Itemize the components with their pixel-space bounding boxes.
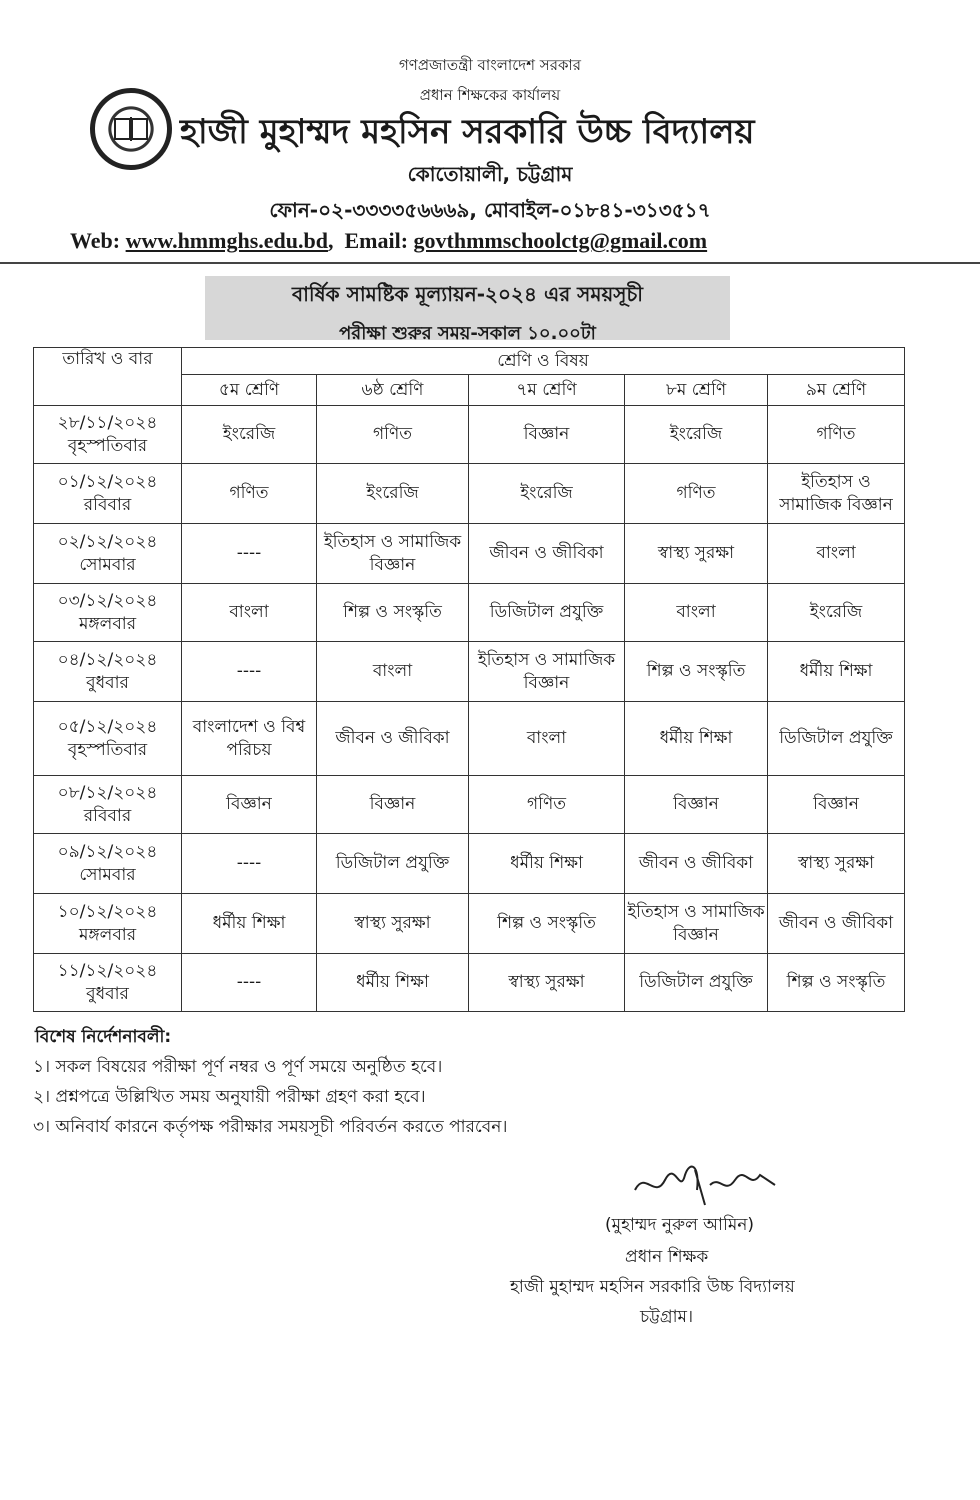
date-day-cell bbox=[34, 702, 182, 776]
schedule-row bbox=[34, 406, 905, 464]
subject-cell: ইতিহাস ও সামাজিক বিজ্ঞান bbox=[469, 642, 625, 702]
subject-cell: শিল্প ও সংস্কৃতি bbox=[768, 954, 905, 1012]
exam-schedule-table bbox=[33, 347, 905, 1012]
class-header: ৬ষ্ঠ শ্রেণি bbox=[317, 375, 469, 406]
class-subject-header: শ্রেণি ও বিষয় bbox=[182, 348, 905, 375]
date-day-cell bbox=[34, 776, 182, 834]
subject-cell: বিজ্ঞান bbox=[625, 776, 768, 834]
exam-day: বুধবার bbox=[86, 672, 129, 693]
signatory-school: হাজী মুহাম্মদ মহসিন সরকারি উচ্চ বিদ্যালয় bbox=[510, 1277, 795, 1297]
exam-date: ০১/১২/২০২৪ bbox=[57, 471, 158, 492]
schedule-title: বার্ষিক সামষ্টিক মূল্যায়ন-২০২৪ এর সময়সূচী bbox=[291, 282, 643, 306]
subject-cell: ইতিহাস ও সামাজিক বিজ্ঞান bbox=[317, 524, 469, 584]
signatory-designation: প্রধান শিক্ষক bbox=[625, 1247, 709, 1267]
subject-cell: ডিজিটাল প্রযুক্তি bbox=[469, 584, 625, 642]
subject-cell: বাংলা bbox=[182, 584, 317, 642]
exam-day: বুধবার bbox=[86, 983, 129, 1004]
exam-date: ০৫/১২/২০২৪ bbox=[57, 716, 158, 737]
exam-date: ০৮/১২/২০২৪ bbox=[57, 782, 158, 803]
signatory-name: (মুহাম্মদ নুরুল আমিন) bbox=[605, 1215, 755, 1235]
subject-cell: ইতিহাস ও সামাজিক বিজ্ঞান bbox=[625, 894, 768, 954]
subject-cell: ---- bbox=[182, 524, 317, 584]
subject-cell: ডিজিটাল প্রযুক্তি bbox=[625, 954, 768, 1012]
subject-cell: বাংলাদেশ ও বিশ্ব পরিচয় bbox=[182, 702, 317, 776]
subject-cell: বিজ্ঞান bbox=[182, 776, 317, 834]
schedule-row bbox=[34, 524, 905, 584]
header-divider bbox=[0, 262, 980, 264]
subject-cell: বিজ্ঞান bbox=[469, 406, 625, 464]
subject-cell: ধর্মীয় শিক্ষা bbox=[768, 642, 905, 702]
subject-cell: ডিজিটাল প্রযুক্তি bbox=[317, 834, 469, 894]
exam-day: মঙ্গলবার bbox=[78, 613, 137, 634]
subject-cell: গণিত bbox=[469, 776, 625, 834]
schedule-row bbox=[34, 894, 905, 954]
exam-day: রবিবার bbox=[83, 805, 132, 826]
subject-cell: বাংলা bbox=[768, 524, 905, 584]
exam-date: ০৩/১২/২০২৪ bbox=[57, 590, 158, 611]
subject-cell: গণিত bbox=[182, 464, 317, 524]
subject-cell: জীবন ও জীবিকা bbox=[768, 894, 905, 954]
class-header: ৫ম শ্রেণি bbox=[182, 375, 317, 406]
exam-date: ১০/১২/২০২৪ bbox=[57, 901, 158, 922]
subject-cell: জীবন ও জীবিকা bbox=[625, 834, 768, 894]
date-day-cell bbox=[34, 642, 182, 702]
book-icon bbox=[111, 109, 151, 149]
exam-date: ০২/১২/২০২৪ bbox=[57, 531, 158, 552]
subject-cell: ইংরেজি bbox=[469, 464, 625, 524]
subject-cell: গণিত bbox=[625, 464, 768, 524]
exam-date: ০৯/১২/২০২৪ bbox=[57, 841, 158, 862]
exam-day: বৃহস্পতিবার bbox=[67, 435, 148, 456]
exam-day: মঙ্গলবার bbox=[78, 924, 137, 945]
subject-cell: গণিত bbox=[317, 406, 469, 464]
date-day-cell bbox=[34, 464, 182, 524]
schedule-row bbox=[34, 584, 905, 642]
subject-cell: ধর্মীয় শিক্ষা bbox=[317, 954, 469, 1012]
subject-cell: ইংরেজি bbox=[768, 584, 905, 642]
title-box bbox=[205, 276, 730, 344]
subject-cell: জীবন ও জীবিকা bbox=[469, 524, 625, 584]
schedule-row bbox=[34, 702, 905, 776]
subject-cell: ধর্মীয় শিক্ষা bbox=[469, 834, 625, 894]
class-header: ৯ম শ্রেণি bbox=[768, 375, 905, 406]
government-line: গণপ্রজাতন্ত্রী বাংলাদেশ সরকার bbox=[398, 56, 582, 74]
date-day-header: তারিখ ও বার bbox=[34, 348, 182, 406]
handwritten-signature bbox=[625, 1150, 785, 1218]
subject-cell: বাংলা bbox=[625, 584, 768, 642]
subject-cell: স্বাস্থ্য সুরক্ষা bbox=[317, 894, 469, 954]
email-label: Email: bbox=[344, 228, 409, 253]
subject-cell: গণিত bbox=[768, 406, 905, 464]
exam-day: সোমবার bbox=[79, 864, 136, 885]
exam-day: রবিবার bbox=[83, 494, 132, 515]
subject-cell: বিজ্ঞান bbox=[317, 776, 469, 834]
address: কোতোয়ালী, চট্টগ্রাম bbox=[407, 162, 573, 186]
subject-cell: ---- bbox=[182, 642, 317, 702]
class-header: ৭ম শ্রেণি bbox=[469, 375, 625, 406]
exam-date: ১১/১২/২০২৪ bbox=[57, 960, 158, 981]
class-header: ৮ম শ্রেণি bbox=[625, 375, 768, 406]
exam-start-time: পরীক্ষা শুরুর সময়-সকাল ১০.০০টা bbox=[339, 323, 596, 344]
date-day-cell bbox=[34, 954, 182, 1012]
subject-cell: শিল্প ও সংস্কৃতি bbox=[469, 894, 625, 954]
subject-cell: ইংরেজি bbox=[182, 406, 317, 464]
subject-cell: ইংরেজি bbox=[625, 406, 768, 464]
school-name: হাজী মুহাম্মদ মহসিন সরকারি উচ্চ বিদ্যালয় bbox=[180, 112, 755, 152]
office-line: প্রধান শিক্ষকের কার্যালয় bbox=[419, 86, 561, 104]
signatory-city: চট্টগ্রাম। bbox=[640, 1307, 694, 1327]
subject-cell: ইতিহাস ও সামাজিক বিজ্ঞান bbox=[768, 464, 905, 524]
subject-cell: শিল্প ও সংস্কৃতি bbox=[625, 642, 768, 702]
subject-cell: বাংলা bbox=[317, 642, 469, 702]
date-day-cell bbox=[34, 834, 182, 894]
subject-cell: ডিজিটাল প্রযুক্তি bbox=[768, 702, 905, 776]
schedule-row bbox=[34, 776, 905, 834]
subject-cell: ইংরেজি bbox=[317, 464, 469, 524]
schedule-row bbox=[34, 954, 905, 1012]
instruction-item: ১। সকল বিষয়ের পরীক্ষা পূর্ণ নম্বর ও পূর্ণ সময়ে অনুষ্ঠিত হবে। bbox=[33, 1057, 443, 1077]
exam-day: সোমবার bbox=[79, 554, 136, 575]
date-day-cell bbox=[34, 524, 182, 584]
special-instructions-title: বিশেষ নির্দেশনাবলী: bbox=[35, 1027, 172, 1047]
web-email-line: Web: www.hmmghs.edu.bd, Email: govthmmschoolctg@gmail.com bbox=[70, 228, 708, 253]
phone-line: ফোন-০২-৩৩৩৩৫৬৬৬৯, মোবাইল-০১৮৪১-৩১৩৫১৭ bbox=[269, 198, 711, 222]
exam-day: বৃহস্পতিবার bbox=[67, 739, 148, 760]
web-label: Web: bbox=[70, 228, 121, 253]
subject-cell: ধর্মীয় শিক্ষা bbox=[625, 702, 768, 776]
subject-cell: বিজ্ঞান bbox=[768, 776, 905, 834]
web-url[interactable]: www.hmmghs.edu.bd bbox=[125, 228, 328, 253]
schedule-row bbox=[34, 642, 905, 702]
exam-date: ২৮/১১/২০২৪ bbox=[57, 412, 158, 433]
subject-cell: বাংলা bbox=[469, 702, 625, 776]
exam-date: ০৪/১২/২০২৪ bbox=[57, 649, 158, 670]
instruction-item: ২। প্রশ্নপত্রে উল্লিখিত সময় অনুযায়ী পরীক্ষা গ্রহণ করা হবে। bbox=[33, 1087, 426, 1107]
schedule-row bbox=[34, 834, 905, 894]
email-address[interactable]: govthmmschoolctg@gmail.com bbox=[413, 228, 708, 253]
date-day-cell bbox=[34, 894, 182, 954]
date-day-cell bbox=[34, 406, 182, 464]
instruction-item: ৩। অনিবার্য কারনে কর্তৃপক্ষ পরীক্ষার সময়সূচী পরিবর্তন করতে পারবেন। bbox=[33, 1117, 508, 1137]
subject-cell: জীবন ও জীবিকা bbox=[317, 702, 469, 776]
subject-cell: স্বাস্থ্য সুরক্ষা bbox=[625, 524, 768, 584]
date-day-cell bbox=[34, 584, 182, 642]
subject-cell: স্বাস্থ্য সুরক্ষা bbox=[768, 834, 905, 894]
subject-cell: ---- bbox=[182, 954, 317, 1012]
subject-cell: স্বাস্থ্য সুরক্ষা bbox=[469, 954, 625, 1012]
subject-cell: শিল্প ও সংস্কৃতি bbox=[317, 584, 469, 642]
school-logo bbox=[90, 88, 172, 170]
subject-cell: ---- bbox=[182, 834, 317, 894]
schedule-row bbox=[34, 464, 905, 524]
subject-cell: ধর্মীয় শিক্ষা bbox=[182, 894, 317, 954]
